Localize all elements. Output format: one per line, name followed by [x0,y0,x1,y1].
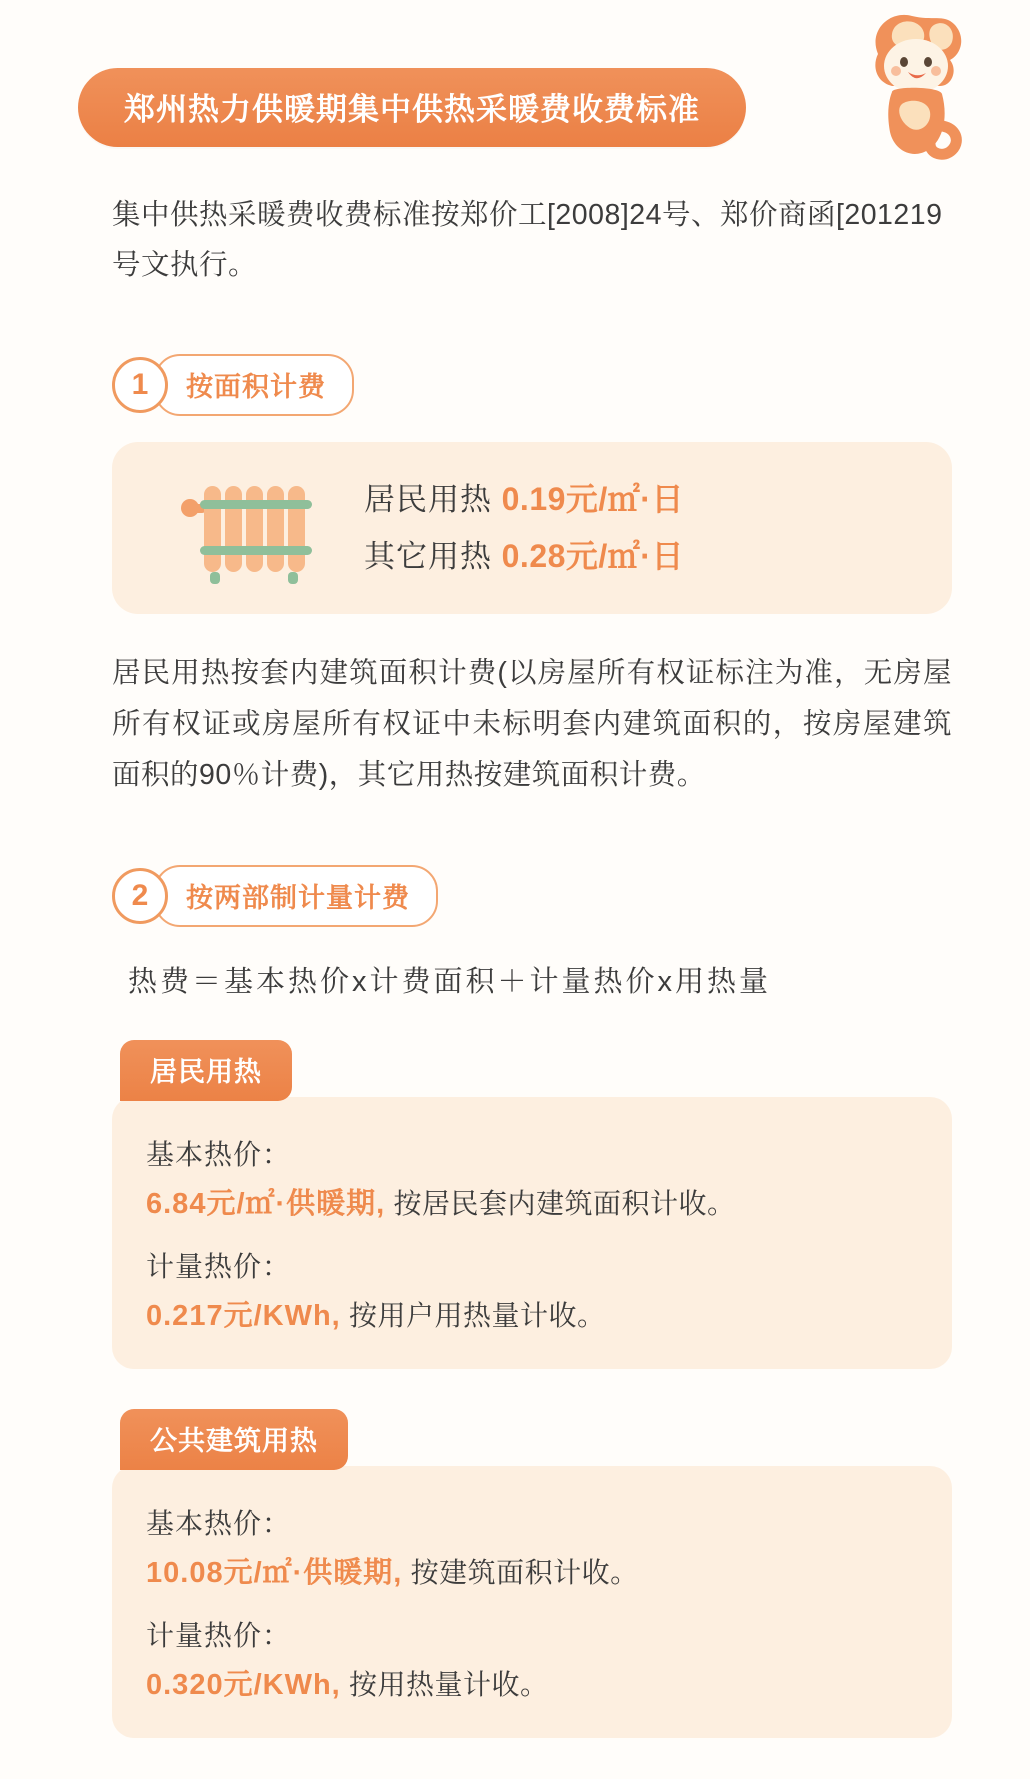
section-1-number: 1 [112,357,168,413]
area-fee-note: 居民用热按套内建筑面积计费(以房屋所有权证标注为准，无房屋所有权证或房屋所有权证中未标明套内建筑面积的，按房屋建筑面积的90％计费)，其它用热按建筑面积计费。 [112,657,952,791]
metered-price-value-public [146,1662,918,1708]
section-2-label: 按两部制计量计费 [154,865,438,927]
heating-fee-formula: 热费＝基本热价x计费面积＋计量热价x用热量 [128,966,772,998]
tariff-card-residential [112,1097,952,1369]
metered-price-value [146,1293,918,1339]
rate-value-residential: 0.19元/㎡·日 [501,481,684,517]
metered-price-highlight-public: 0.320元/KWh, [146,1669,341,1701]
section-1-header [112,354,1030,416]
intro-paragraph: 集中供热采暖费收费标准按郑价工[2008]24号、郑价商函[201219号文执行。 [112,199,943,281]
poster-header [0,0,1030,180]
tariff-block-residential [112,1040,952,1369]
mascot-character-icon [832,8,972,168]
rate-row-residential [364,471,922,528]
metered-price-label-public: 计量热价： [146,1620,292,1651]
rate-name-residential: 居民用热 [364,482,492,517]
tariff-card-public [112,1466,952,1738]
radiator-icon [176,468,326,588]
section-2-number: 2 [112,868,168,924]
page-title: 郑州热力供暖期集中供热采暖费收费标准 [78,68,746,147]
section-1-label: 按面积计费 [154,354,354,416]
basic-price-label: 基本热价： [146,1139,292,1170]
section-2-header [112,865,1030,927]
metered-price-label: 计量热价： [146,1251,292,1282]
basic-price-highlight-public: 10.08元/㎡·供暖期, [146,1557,403,1589]
tariff-tag-public: 公共建筑用热 [120,1409,348,1470]
area-fee-card [112,442,952,614]
basic-price-value-public [146,1550,918,1596]
rate-value-other: 0.28元/㎡·日 [501,538,684,574]
tariff-tag-residential: 居民用热 [120,1040,292,1101]
rate-row-other [364,528,922,585]
basic-price-value [146,1181,918,1227]
tariff-block-public [112,1409,952,1738]
basic-price-label-public: 基本热价： [146,1508,292,1539]
basic-price-rest: 按居民套内建筑面积计收。 [393,1188,736,1219]
metered-price-rest-public: 按用热量计收。 [349,1669,549,1700]
metered-price-highlight: 0.217元/KWh, [146,1300,341,1332]
rate-name-other: 其它用热 [364,539,492,574]
basic-price-highlight: 6.84元/㎡·供暖期, [146,1188,386,1220]
area-rate-list [354,471,922,585]
basic-price-rest-public: 按建筑面积计收。 [410,1557,639,1588]
metered-price-rest: 按用户用热量计收。 [349,1300,606,1331]
